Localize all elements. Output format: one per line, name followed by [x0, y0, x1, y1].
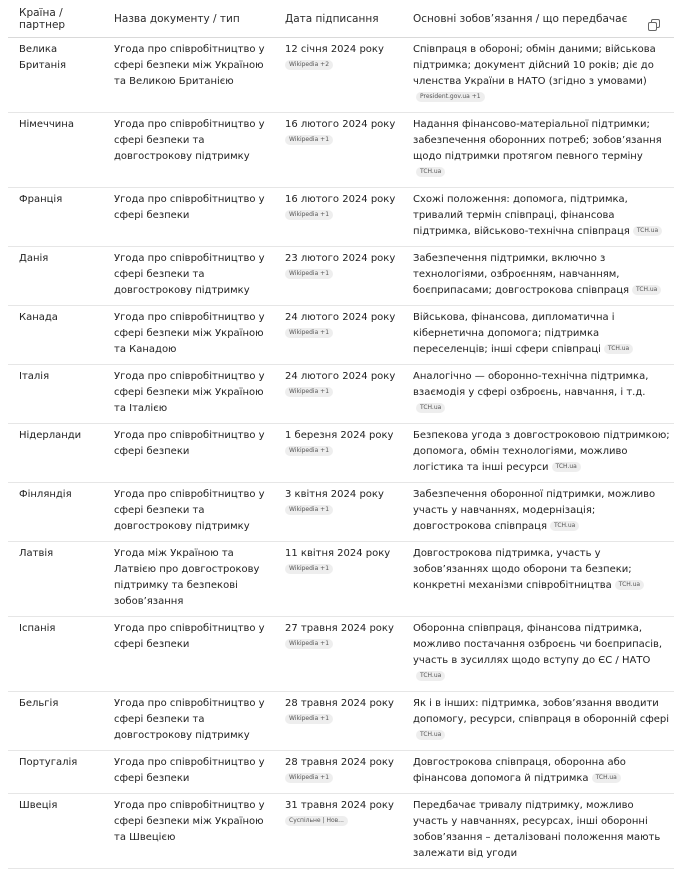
cell-obligations [402, 483, 674, 542]
cell-country: Німеччина [8, 113, 103, 188]
table-row [8, 113, 674, 188]
table-row [8, 751, 674, 794]
source-badge[interactable]: Wikipedia +1 [285, 269, 333, 279]
cell-date [274, 617, 402, 692]
cell-obligations [402, 188, 674, 247]
source-badge[interactable]: TCH.ua [604, 344, 633, 354]
cell-obligations [402, 113, 674, 188]
date-text: 28 травня 2024 року [285, 698, 394, 709]
cell-obligations [402, 306, 674, 365]
header-document: Назва документу / тип [103, 0, 274, 38]
cell-date [274, 247, 402, 306]
cell-country: Велика Британія [8, 38, 103, 113]
cell-document: Угода про співробітництво у сфері безпеки між Україною та Канадою [103, 306, 274, 365]
cell-document: Угода про співробітництво у сфері безпеки [103, 424, 274, 483]
date-text: 16 лютого 2024 року [285, 119, 396, 130]
cell-country: Фінляндія [8, 483, 103, 542]
cell-document: Угода про співробітництво у сфері безпеки та довгострокову підтримку [103, 692, 274, 751]
cell-date [274, 38, 402, 113]
table-row [8, 38, 674, 113]
cell-obligations [402, 617, 674, 692]
table-row [8, 692, 674, 751]
table-row [8, 424, 674, 483]
obligations-text: Забезпечення оборонної підтримки, можливо участь у навчаннях, модернізація; довгострокова співпраця [413, 489, 656, 532]
obligations-text: Забезпечення підтримки, включно з технологіями, озброєнням, навчанням, боєприпасами; довгострокова співпраця [413, 253, 630, 296]
source-badge[interactable]: TCH.ua [416, 403, 445, 413]
obligations-text: Як і в інших: підтримка, зобов’язання вводити допомогу, ресурси, співпраця в оборонній сфері [413, 698, 670, 725]
source-badge[interactable]: Wikipedia +1 [285, 564, 333, 574]
cell-country: Бельгія [8, 692, 103, 751]
cell-country: Португалія [8, 751, 103, 794]
source-badge[interactable]: Wikipedia +1 [285, 773, 333, 783]
obligations-text: Довгострокова підтримка, участь у зобов’язаннях щодо оборони та безпеки; конкретні механізми співробітництва [413, 548, 632, 591]
cell-date [274, 692, 402, 751]
cell-obligations [402, 542, 674, 617]
source-badge[interactable]: TCH.ua [633, 226, 662, 236]
cell-date [274, 113, 402, 188]
date-text: 31 травня 2024 року [285, 800, 394, 811]
source-badge[interactable]: Wikipedia +1 [285, 505, 333, 515]
source-badge[interactable]: TCH.ua [416, 730, 445, 740]
cell-document: Угода про співробітництво у сфері безпеки [103, 617, 274, 692]
cell-date [274, 188, 402, 247]
source-badge[interactable]: TCH.ua [615, 580, 644, 590]
cell-obligations [402, 247, 674, 306]
cell-country: Італія [8, 365, 103, 424]
cell-country: Латвія [8, 542, 103, 617]
table-row [8, 483, 674, 542]
source-badge[interactable]: Wikipedia +2 [285, 60, 333, 70]
source-badge[interactable]: TCH.ua [632, 285, 661, 295]
table-row [8, 306, 674, 365]
cell-obligations [402, 751, 674, 794]
cell-obligations [402, 38, 674, 113]
source-badge[interactable]: TCH.ua [550, 521, 579, 531]
date-text: 3 квітня 2024 року [285, 489, 384, 500]
header-date: Дата підписання [274, 0, 402, 38]
date-text: 12 січня 2024 року [285, 44, 384, 55]
obligations-text: Військова, фінансова, дипломатична і кібернетична допомога; підтримка переселенців; інші сфери співпраці [413, 312, 615, 355]
source-badge[interactable]: Wikipedia +1 [285, 639, 333, 649]
source-badge[interactable]: TCH.ua [416, 671, 445, 681]
obligations-text: Безпекова угода з довгостроковою підтримкою; допомога, обмін технологіями, можливо логістика та інші ресурси [413, 430, 670, 473]
cell-obligations [402, 424, 674, 483]
header-obligations: Основні зобов’язання / що передбачає [402, 0, 674, 38]
source-badge[interactable]: President.gov.ua +1 [416, 92, 485, 102]
obligations-text: Аналогічно — оборонно-технічна підтримка, взаємодія у сфері озброєнь, навчання, і т.д. [413, 371, 649, 398]
source-badge[interactable]: TCH.ua [552, 462, 581, 472]
cell-document: Угода про співробітництво у сфері безпеки та довгострокову підтримку [103, 247, 274, 306]
table-row [8, 247, 674, 306]
source-badge[interactable]: Wikipedia +1 [285, 135, 333, 145]
obligations-text: Співпраця в обороні; обмін даними; військова підтримка; документ дійсний 10 років; діє до членства України в НАТО (згідно з умовами) [413, 44, 656, 87]
obligations-text: Надання фінансово-матеріальної підтримки; забезпечення оборонних потреб; зобов’язання щодо підтримки протягом певного терміну [413, 119, 662, 162]
table-row [8, 794, 674, 869]
cell-document: Угода про співробітництво у сфері безпеки [103, 188, 274, 247]
obligations-text: Схожі положення: допомога, підтримка, тривалий термін співпраці, фінансова підтримка, військово-технічна співпраця [413, 194, 630, 237]
source-badge[interactable]: Wikipedia +1 [285, 446, 333, 456]
table-row [8, 542, 674, 617]
cell-document: Угода між Україною та Латвією про довгострокову підтримку та безпекові зобов’язання [103, 542, 274, 617]
table-row [8, 188, 674, 247]
obligations-text: Довгострокова співпраця, оборонна або фінансова допомога й підтримка [413, 757, 626, 784]
date-text: 28 травня 2024 року [285, 757, 394, 768]
source-badge[interactable]: TCH.ua [592, 773, 621, 783]
cell-obligations [402, 365, 674, 424]
cell-country: Франція [8, 188, 103, 247]
cell-document: Угода про співробітництво у сфері безпеки та довгострокову підтримку [103, 113, 274, 188]
cell-date [274, 424, 402, 483]
date-text: 11 квітня 2024 року [285, 548, 391, 559]
date-text: 16 лютого 2024 року [285, 194, 396, 205]
cell-country: Швеція [8, 794, 103, 869]
date-text: 23 лютого 2024 року [285, 253, 396, 264]
cell-country: Нідерланди [8, 424, 103, 483]
table-row [8, 365, 674, 424]
cell-country: Канада [8, 306, 103, 365]
cell-obligations [402, 692, 674, 751]
cell-country: Іспанія [8, 617, 103, 692]
cell-date [274, 306, 402, 365]
source-badge[interactable]: TCH.ua [416, 167, 445, 177]
cell-obligations [402, 794, 674, 869]
cell-date [274, 365, 402, 424]
cell-date [274, 542, 402, 617]
table-header-row [8, 0, 674, 38]
source-badge[interactable]: Wikipedia +1 [285, 328, 333, 338]
source-badge[interactable]: Wikipedia +1 [285, 210, 333, 220]
obligations-text: Передбачає тривалу підтримку, можливо участь у навчаннях, ресурсах, інші оборонні зобов’язання – деталізовані положення мають залежати від угоди [413, 800, 661, 859]
cell-date [274, 751, 402, 794]
cell-document: Угода про співробітництво у сфері безпеки між Україною та Швецією [103, 794, 274, 869]
security-agreements-table [8, 0, 674, 869]
source-badge[interactable]: Wikipedia +1 [285, 387, 333, 397]
date-text: 24 лютого 2024 року [285, 371, 396, 382]
source-badge[interactable]: Wikipedia +1 [285, 714, 333, 724]
copy-icon[interactable] [648, 16, 660, 28]
header-country: Країна / партнер [8, 0, 103, 38]
cell-document: Угода про співробітництво у сфері безпеки між Україною та Великою Британією [103, 38, 274, 113]
cell-date [274, 483, 402, 542]
cell-country: Данія [8, 247, 103, 306]
cell-date [274, 794, 402, 869]
source-badge[interactable]: Суспільне | Нов... [285, 816, 348, 826]
cell-document: Угода про співробітництво у сфері безпеки та довгострокову підтримку [103, 483, 274, 542]
date-text: 24 лютого 2024 року [285, 312, 396, 323]
cell-document: Угода про співробітництво у сфері безпеки між Україною та Італією [103, 365, 274, 424]
table-body [8, 38, 674, 869]
cell-document: Угода про співробітництво у сфері безпеки [103, 751, 274, 794]
date-text: 27 травня 2024 року [285, 623, 394, 634]
date-text: 1 березня 2024 року [285, 430, 394, 441]
table-row [8, 617, 674, 692]
obligations-text: Оборонна співпраця, фінансова підтримка, можливо постачання озброєнь чи боєприпасів, участь в зусиллях щодо вступу до ЄС / НАТО [413, 623, 663, 666]
